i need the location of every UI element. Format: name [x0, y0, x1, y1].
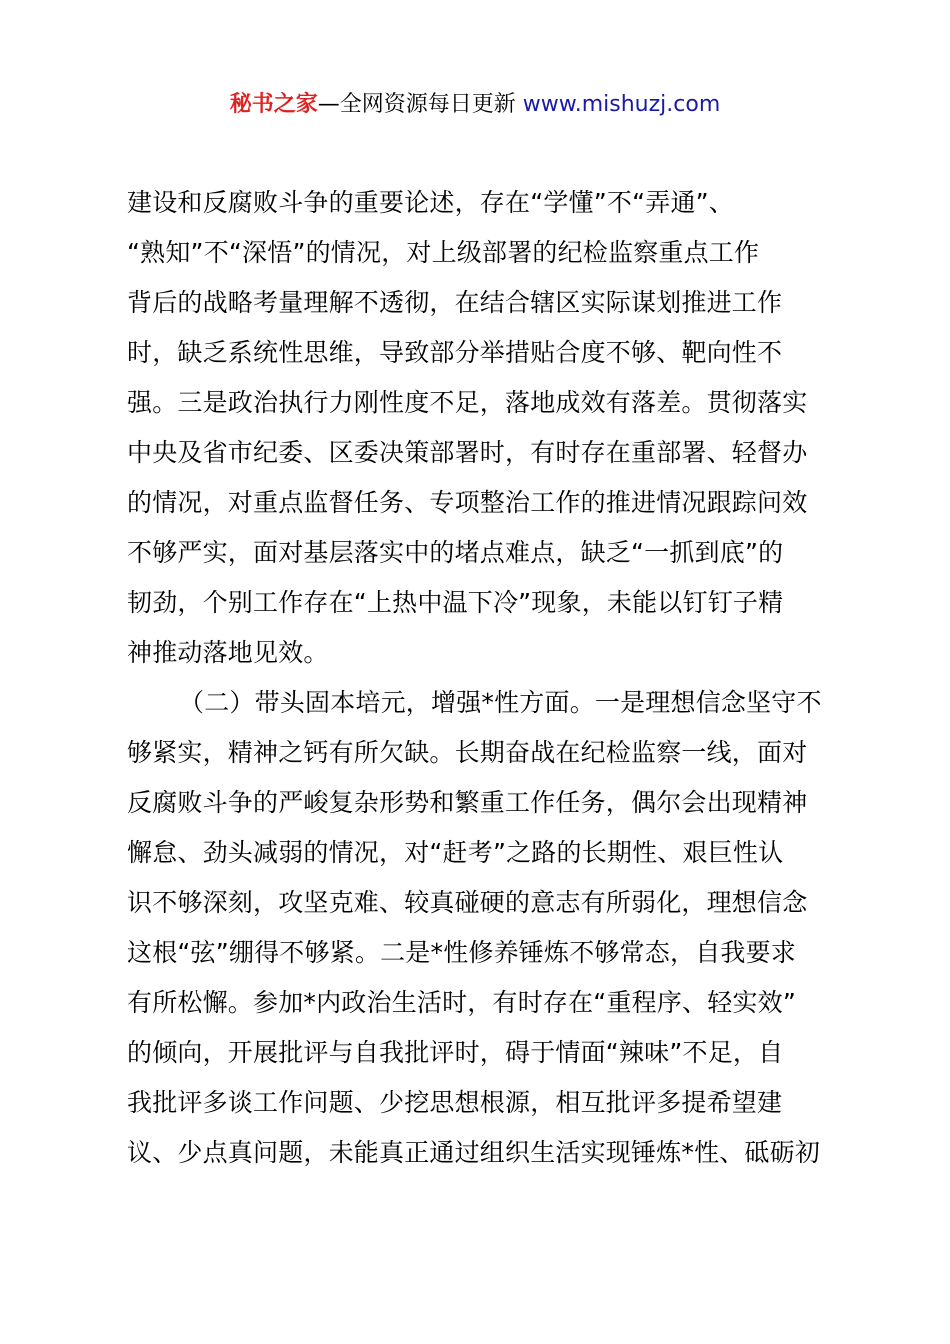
text-line: 的情况，对重点监督任务、专项整治工作的推进情况跟踪问效	[127, 488, 808, 517]
text-line: 这根“弦”绷得不够紧。二是*性修养锤炼不够常态，自我要求	[127, 938, 797, 967]
text-line: 中央及省市纪委、区委决策部署时，有时存在重部署、轻督办	[127, 438, 808, 467]
text-line: 议、少点真问题，未能真正通过组织生活实现锤炼*性、砥砺初	[127, 1138, 821, 1167]
text-line: 有所松懈。参加*内政治生活时，有时存在“重程序、轻实效”	[127, 988, 797, 1017]
section-heading-line: （二）带头固本培元，增强*性方面。一是理想信念坚守不	[179, 688, 822, 717]
document-body	[127, 178, 847, 1178]
text-line: 建设和反腐败斗争的重要论述，存在“学懂”不“弄通”、	[127, 188, 735, 217]
header-brand: 秘书之家	[229, 92, 318, 117]
text-line: 的倾向，开展批评与自我批评时，碍于情面“辣味”不足，自	[127, 1038, 784, 1067]
text-line: 够紧实，精神之钙有所欠缺。长期奋战在纪检监察一线，面对	[127, 738, 808, 767]
text-line: 强。三是政治执行力刚性度不足，落地成效有落差。贯彻落实	[127, 388, 808, 417]
header-url[interactable]: www.mishuzj.com	[522, 92, 721, 117]
text-line: 背后的战略考量理解不透彻，在结合辖区实际谋划推进工作	[127, 288, 783, 317]
text-line: 神推动落地见效。	[127, 638, 329, 667]
text-line: 时，缺乏系统性思维，导致部分举措贴合度不够、靶向性不	[127, 338, 783, 367]
header-tagline: —全网资源每日更新	[317, 92, 523, 117]
text-line: 韧劲，个别工作存在“上热中温下冷”现象，未能以钉钉子精	[127, 588, 784, 617]
text-line: 不够严实，面对基层落实中的堵点难点，缺乏“一抓到底”的	[127, 538, 784, 567]
text-line: 懈怠、劲头减弱的情况，对“赶考”之路的长期性、艰巨性认	[127, 838, 784, 867]
text-line: “熟知”不“深悟”的情况，对上级部署的纪检监察重点工作	[127, 238, 760, 267]
text-line: 识不够深刻，攻坚克难、较真碰硬的意志有所弱化，理想信念	[127, 888, 808, 917]
page-header	[0, 88, 950, 122]
text-line: 反腐败斗争的严峻复杂形势和繁重工作任务，偶尔会出现精神	[127, 788, 808, 817]
text-line: 我批评多谈工作问题、少挖思想根源，相互批评多提希望建	[127, 1088, 783, 1117]
